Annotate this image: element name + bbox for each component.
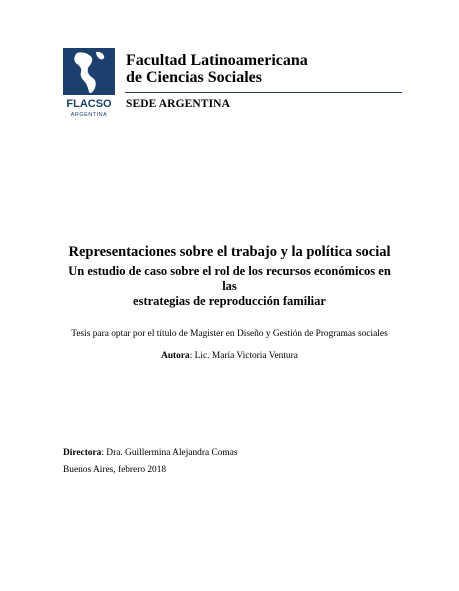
institution-name — [126, 52, 416, 86]
document-subtitle — [60, 264, 399, 309]
subtitle-line-2: estrategias de reproducción familiar — [133, 294, 326, 308]
header-divider — [125, 92, 402, 93]
thesis-statement: Tesis para optar por el título de Magister en Diseño y Gestión de Programas sociales — [71, 329, 388, 339]
author-label: Autora — [161, 351, 190, 361]
institution-line-1: Facultad Latinoamericana — [126, 52, 308, 69]
place-date: Buenos Aires, febrero 2018 — [63, 465, 167, 475]
logo-subtext: ARGENTINA — [70, 112, 108, 118]
director-line — [63, 448, 238, 458]
director-name: : Dra. Guillermina Alejandra Comas — [101, 448, 238, 458]
author-line — [0, 351, 459, 361]
document-title: Representaciones sobre el trabajo y la política social — [68, 244, 391, 260]
flacso-logo — [63, 48, 115, 118]
author-name: : Lic. María Victoria Ventura — [189, 351, 298, 361]
sede-label: SEDE ARGENTINA — [126, 98, 230, 110]
logo-text: FLACSO — [66, 98, 112, 110]
director-label: Directora — [63, 448, 102, 458]
institution-line-2: de Ciencias Sociales — [126, 69, 262, 86]
subtitle-line-1: Un estudio de caso sobre el rol de los recursos económicos en las — [68, 264, 391, 293]
